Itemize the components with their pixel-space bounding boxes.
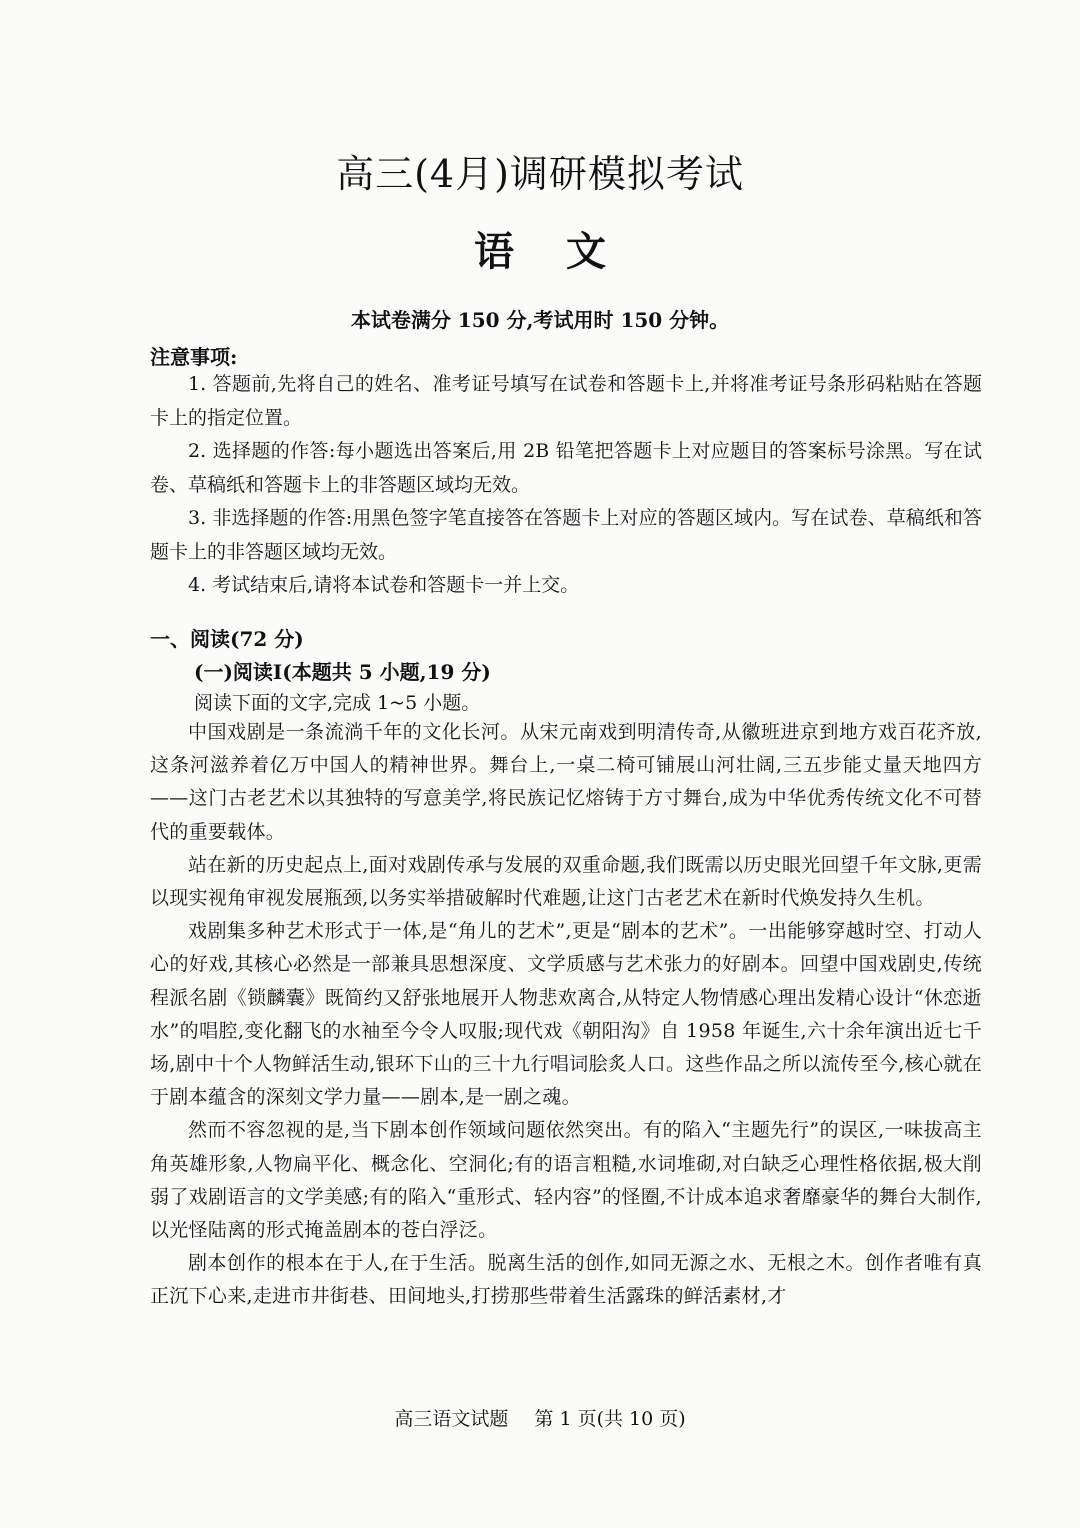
reading-passage	[150, 716, 982, 1314]
notice-list	[150, 368, 982, 603]
passage-paragraph: 然而不容忽视的是,当下剧本创作领域问题依然突出。有的陷入“主题先行”的误区,一味拔高主角英雄形象,人物扁平化、概念化、空洞化;有的语言粗糙,水词堆砌,对白缺乏心理性格依据,极大削弱了戏剧语言的文学美感;有的陷入“重形式、轻内容”的怪圈,不计成本追求奢靡豪华的舞台大制作,以光怪陆离的形式掩盖剧本的苍白浮泛。	[150, 1119, 982, 1242]
passage-paragraph: 剧本创作的根本在于人,在于生活。脱离生活的创作,如同无源之水、无根之木。创作者唯有真正沉下心来,走进市井街巷、田间地头,打捞那些带着生活露珠的鲜活素材,才	[150, 1252, 982, 1308]
exam-title: 高三(4月)调研模拟考试	[336, 152, 744, 196]
notice-item: 3. 非选择题的作答:用黑色签字笔直接答在答题卡上对应的答题区域内。写在试卷、草稿纸和答题卡上的非答题区域均无效。	[150, 507, 982, 563]
notice-item: 2. 选择题的作答:每小题选出答案后,用 2B 铅笔把答题卡上对应题目的答案标号涂黑。写在试卷、草稿纸和答题卡上的非答题区域均无效。	[150, 440, 982, 496]
subsection-title: (一)阅读Ⅰ(本题共 5 小题,19 分)	[194, 660, 491, 684]
page-footer	[0, 1404, 1080, 1431]
reading-instruction: 阅读下面的文字,完成 1~5 小题。	[194, 692, 481, 714]
passage-paragraph: 戏剧集多种艺术形式于一体,是“角儿的艺术”,更是“剧本的艺术”。一出能够穿越时空、打动人心的好戏,其核心必然是一部兼具思想深度、文学质感与艺术张力的好剧本。回望中国戏剧史,传统程派名剧《锁麟囊》既简约又舒张地展开人物悲欢离合,从特定人物情感心理出发精心设计“休恋逝水”的唱腔,变化翻飞的水袖至今令人叹服;现代戏《朝阳沟》自 1958 年诞生,六十余年演出近七千场,剧中十个人物鲜活生动,银环下山的三十九行唱词脍炙人口。这些作品之所以流传至今,核心就在于剧本蕴含的深刻文学力量——剧本,是一剧之魂。	[150, 920, 982, 1109]
full-score-note: 本试卷满分 150 分,考试用时 150 分钟。	[350, 308, 730, 332]
footer-doc-name: 高三语文试题	[394, 1408, 509, 1430]
subject-title: 语文	[474, 228, 658, 275]
notice-item: 4. 考试结束后,请将本试卷和答题卡一并上交。	[188, 574, 580, 596]
section-title: 一、阅读(72 分)	[150, 627, 304, 651]
footer-page-info: 第 1 页(共 10 页)	[534, 1408, 686, 1430]
notice-title: 注意事项:	[150, 345, 238, 369]
passage-paragraph: 中国戏剧是一条流淌千年的文化长河。从宋元南戏到明清传奇,从徽班进京到地方戏百花齐放,这条河滋养着亿万中国人的精神世界。舞台上,一桌二椅可铺展山河壮阔,三五步能丈量天地四方——这门古老艺术以其独特的写意美学,将民族记忆熔铸于方寸舞台,成为中华优秀传统文化不可替代的重要载体。	[150, 721, 982, 843]
passage-paragraph: 站在新的历史起点上,面对戏剧传承与发展的双重命题,我们既需以历史眼光回望千年文脉,更需以现实视角审视发展瓶颈,以务实举措破解时代难题,让这门古老艺术在新时代焕发持久生机。	[150, 853, 982, 910]
notice-item: 1. 答题前,先将自己的姓名、准考证号填写在试卷和答题卡上,并将准考证号条形码粘贴在答题卡上的指定位置。	[150, 373, 982, 429]
